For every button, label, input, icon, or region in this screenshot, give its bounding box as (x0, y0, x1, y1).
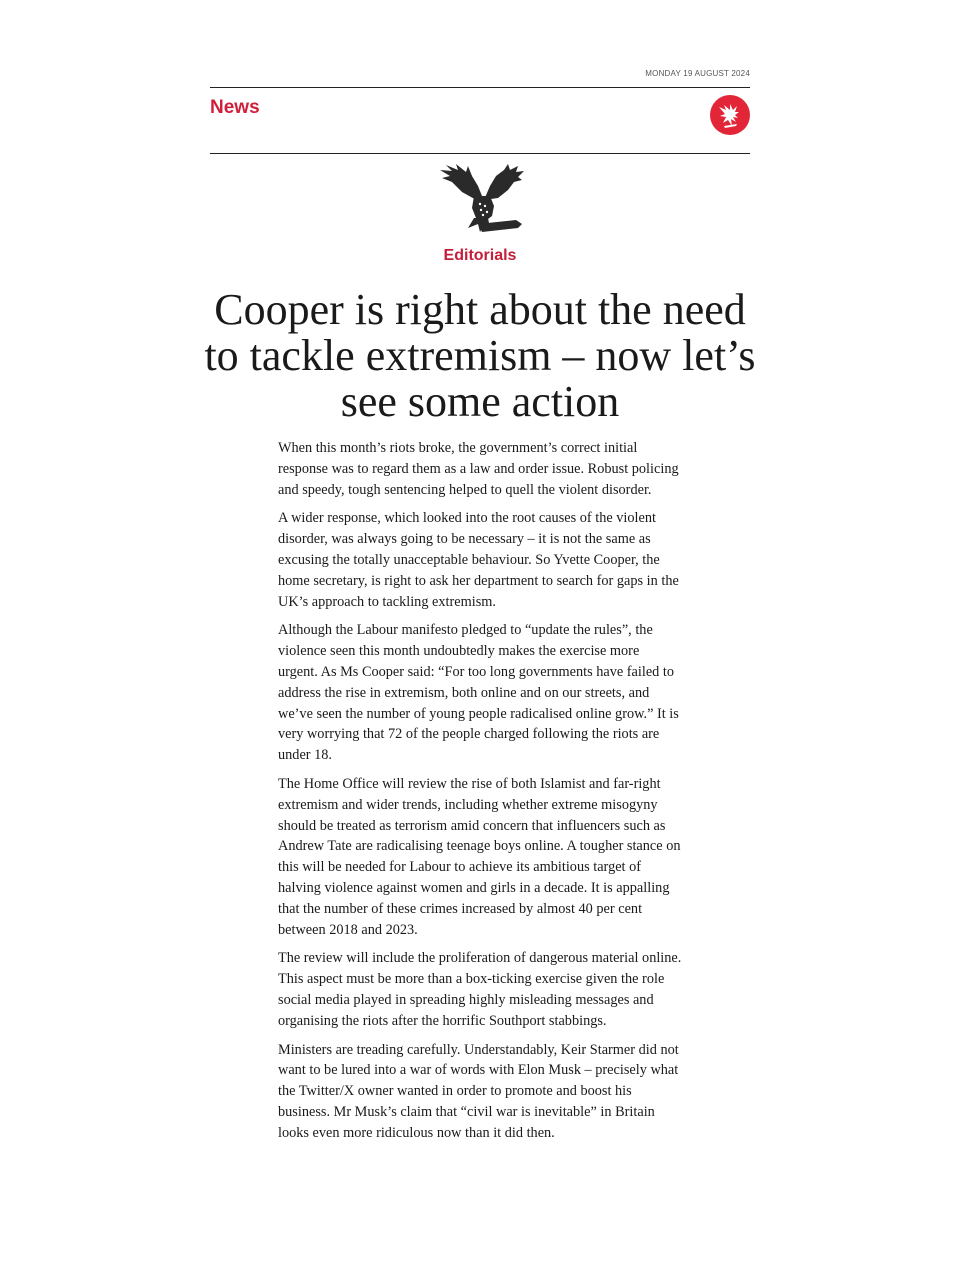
top-rule (210, 87, 750, 88)
body-paragraph: When this month’s riots broke, the government’s correct initial response was to regard them as a law and order issue. Robust policing and speedy, tough sentencing helped to quell the violent disorder. (278, 440, 679, 498)
body-paragraph: The Home Office will review the rise of both Islamist and far-right extremism and wider trends, including whether extreme misogyny should be treated as terrorism amid concern that influencers such as Andrew Tate are radicalising teenage boys online. A tougher stance on this will be needed for Labour to achieve its ambitious target of halving violence against women and girls in a decade. It is appalling that the number of these crimes increased by almost 40 per cent between 2018 and 2023. (278, 775, 681, 938)
section-label: News (210, 97, 260, 118)
body-paragraph: Although the Labour manifesto pledged to “update the rules”, the violence seen this month undoubtedly makes the exercise more urgent. As Ms Cooper said: “For too long governments have failed to address the rise in extremism, both online and on our streets, and we’ve seen the number of young people radicalised online grow.” It is very worrying that 72 of the people charged following the riots are under 18. (278, 622, 679, 764)
issue-date: MONDAY 19 AUGUST 2024 (645, 69, 750, 78)
headline: Cooper is right about the need to tackle extremism – now let’s see some action (204, 285, 756, 426)
body-paragraph: Ministers are treading carefully. Understandably, Keir Starmer did not want to be lured into a war of words with Elon Musk – precisely what the Twitter/X owner wanted in order to promote and boost his business. Mr Musk’s claim that “civil war is inevitable” in Britain looks even more ridiculous now than it did then. (278, 1041, 679, 1141)
eagle-icon (434, 162, 526, 238)
editorials-kicker: Editorials (443, 247, 517, 264)
eagle-roundel-icon (710, 95, 750, 135)
article-body (278, 438, 682, 1152)
body-paragraph: The review will include the proliferation of dangerous material online. This aspect must be more than a box-ticking exercise given the role social media played in spreading highly misleading messages and organising the riots after the horrific Southport stabbings. (278, 950, 682, 1029)
body-paragraph: A wider response, which looked into the root causes of the violent disorder, was always going to be necessary – it is not the same as excusing the totally unacceptable behaviour. So Yvette Cooper, the home secretary, is right to ask her department to search for gaps in the UK’s approach to tackling extremism. (278, 510, 679, 610)
header-rule (210, 153, 750, 154)
